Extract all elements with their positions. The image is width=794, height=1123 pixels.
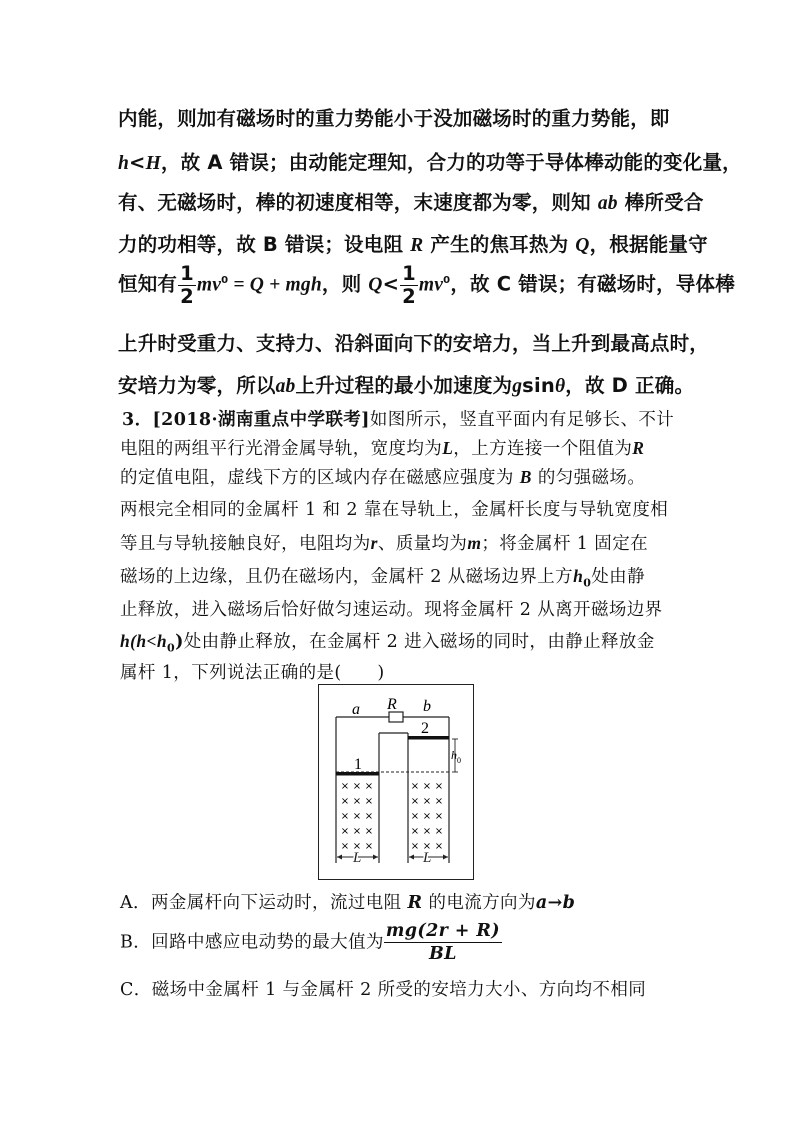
- question-line-8: $h(h<h_0)$处由静止释放，在金属杆 2 进入磁场的同时，由静止释放金: [120, 631, 655, 655]
- field-x-mark: ×: [352, 811, 362, 822]
- label-L-right: L: [423, 850, 432, 866]
- solution-line-3: 有、无磁场时，棒的初速度相等，末速度都为零，则知 ab 棒所受合: [118, 191, 704, 214]
- solution-line-6: 上升时受重力、支持力、沿斜面向下的安培力，当上升到最高点时，: [118, 332, 710, 355]
- field-x-mark: ×: [410, 811, 420, 822]
- circuit-diagram: [319, 685, 475, 881]
- field-x-mark: ×: [434, 826, 444, 837]
- field-x-mark: ×: [422, 811, 432, 822]
- option-A[interactable]: A．两金属杆向下运动时，流过电阻 R 的电流方向为a→b: [120, 893, 576, 913]
- question-line-6: 磁场的上边缘，且仍在磁场内，金属杆 2 从磁场边界上方$h_0$处由静: [120, 566, 645, 590]
- field-x-mark: ×: [410, 781, 420, 792]
- label-h0-sub: 0: [457, 756, 461, 765]
- field-x-mark: ×: [422, 796, 432, 807]
- field-x-mark: ×: [364, 781, 374, 792]
- solution-line-2: h<H，故 A 错误；由动能定理知，合力的功等于导体棒动能的变化量，: [118, 151, 742, 174]
- field-x-mark: ×: [422, 841, 432, 852]
- solution-line-1: 内能，则加有磁场时的重力势能小于没加磁场时的重力势能，即: [118, 107, 670, 130]
- field-x-mark: ×: [434, 841, 444, 852]
- field-x-mark: ×: [410, 826, 420, 837]
- question-line-4: 两根完全相同的金属杆 1 和 2 靠在导轨上，金属杆长度与导轨宽度相: [120, 500, 669, 520]
- label-a: a: [352, 701, 360, 718]
- L-arrow-left-head-a: [337, 855, 342, 860]
- field-x-mark: ×: [340, 811, 350, 822]
- field-x-mark: ×: [422, 826, 432, 837]
- question-line-3: 的定值电阻，虚线下方的区域内存在磁感应强度为 B 的匀强磁场。: [120, 467, 646, 488]
- circuit-figure: [318, 684, 474, 880]
- field-x-mark: ×: [422, 781, 432, 792]
- field-x-mark: ×: [340, 826, 350, 837]
- question-line-1: 3．[2018·湖南重点中学联考]如图所示，竖直平面内有足够长、不计: [122, 410, 675, 430]
- fraction-half: $\frac{1}{2}$: [180, 262, 194, 308]
- L-arrow-right-head-b: [443, 855, 448, 860]
- field-x-mark: ×: [364, 841, 374, 852]
- label-b: b: [423, 698, 431, 715]
- field-x-mark: ×: [352, 796, 362, 807]
- field-x-mark: ×: [364, 826, 374, 837]
- solution-line-4: 力的功相等，故 B 错误；设电阻 R 产生的焦耳热为 Q，根据能量守: [118, 233, 708, 256]
- field-x-mark: ×: [352, 841, 362, 852]
- field-x-mark: ×: [410, 841, 420, 852]
- L-arrow-right-head-a: [409, 855, 414, 860]
- question-line-5: 等且与导轨接触良好，电阻均为r、质量均为m；将金属杆 1 固定在: [120, 533, 649, 554]
- field-x-mark: ×: [434, 811, 444, 822]
- resistor: [389, 712, 403, 722]
- field-x-mark: ×: [434, 796, 444, 807]
- label-1: 1: [354, 756, 362, 773]
- solution-line-7: 安培力为零，所以ab上升过程的最小加速度为gsinθ，故 D 正确。: [118, 374, 695, 397]
- field-x-mark: ×: [434, 781, 444, 792]
- question-line-2: 电阻的两组平行光滑金属导轨，宽度均为L，上方连接一个阻值为R: [120, 438, 645, 459]
- option-C[interactable]: C．磁场中金属杆 1 与金属杆 2 所受的安培力大小、方向均不相同: [120, 980, 647, 1000]
- L-arrow-left-head-b: [373, 855, 378, 860]
- field-x-mark: ×: [340, 796, 350, 807]
- field-x-mark: ×: [352, 781, 362, 792]
- magnetic-field-marks: [341, 781, 443, 852]
- field-x-mark: ×: [340, 781, 350, 792]
- option-B[interactable]: B．回路中感应电动势的最大值为 $\frac{mg(2r + R)}{BL}$: [120, 921, 500, 965]
- field-x-mark: ×: [364, 811, 374, 822]
- field-x-mark: ×: [364, 796, 374, 807]
- field-x-mark: ×: [410, 796, 420, 807]
- label-2: 2: [421, 720, 429, 737]
- question-line-9: 属杆 1，下列说法正确的是( ): [120, 663, 385, 683]
- label-h0: h: [451, 748, 457, 762]
- option-B-fraction: $\frac{mg(2r + R)}{BL}$: [385, 921, 500, 965]
- label-R: R: [387, 696, 397, 713]
- question-line-7: 止释放，进入磁场后恰好做匀速运动。现将金属杆 2 从离开磁场边界: [120, 600, 663, 620]
- field-x-mark: ×: [340, 841, 350, 852]
- solution-line-5: 恒知有 $\frac{1}{2}$ $mv^0 = Q$ + mgh，则 Q< $\frac{1}{2}$ $mv^0$，故 C 错误；有磁场时，导体棒: [118, 262, 735, 308]
- field-x-mark: ×: [352, 826, 362, 837]
- label-L-left: L: [353, 850, 362, 866]
- fraction-half-2: $\frac{1}{2}$: [402, 262, 416, 308]
